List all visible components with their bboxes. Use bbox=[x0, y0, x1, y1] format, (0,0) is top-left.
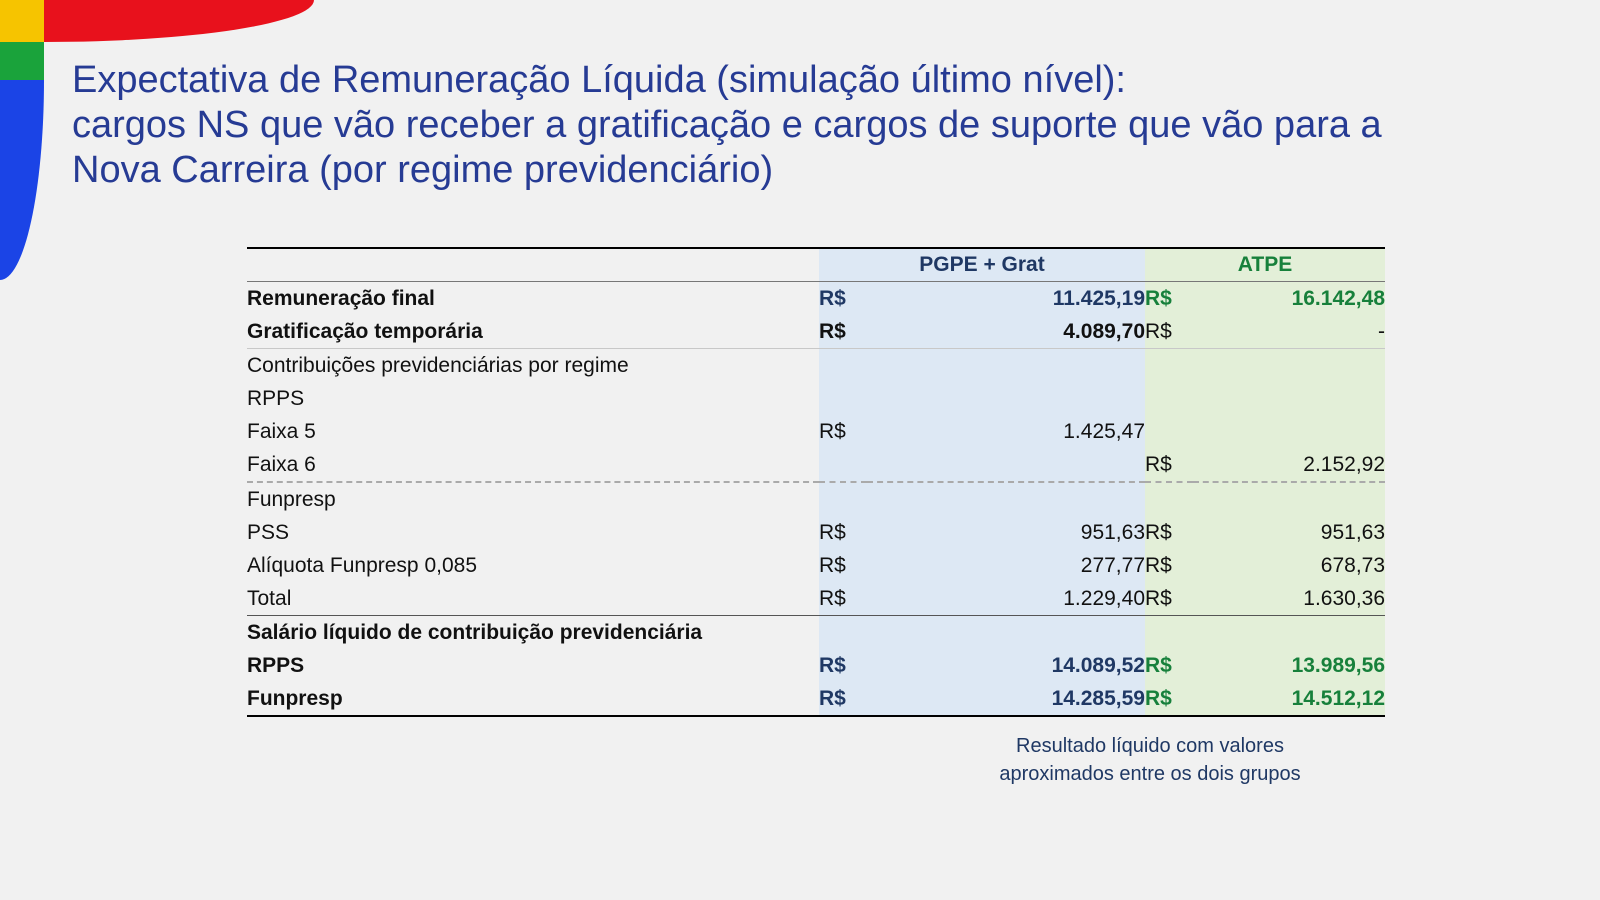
atpe-value bbox=[1193, 482, 1385, 516]
atpe-value: - bbox=[1193, 315, 1385, 349]
atpe-value: 13.989,56 bbox=[1193, 649, 1385, 682]
pgpe-value: 14.285,59 bbox=[867, 682, 1145, 716]
table-row-faixa5 bbox=[247, 415, 1385, 448]
table-row-funpresp bbox=[247, 482, 1385, 516]
table-row-aliquota bbox=[247, 549, 1385, 582]
remuneration-table bbox=[247, 247, 1385, 717]
atpe-value bbox=[1193, 415, 1385, 448]
pgpe-value bbox=[867, 448, 1145, 482]
title-line-2: cargos NS que vão receber a gratificação e cargos de suporte que vão para a bbox=[72, 104, 1382, 146]
pgpe-value: 11.425,19 bbox=[867, 282, 1145, 316]
atpe-currency: R$ bbox=[1145, 649, 1193, 682]
corner-decoration-red bbox=[44, 0, 314, 42]
row-label: Remuneração final bbox=[247, 286, 435, 310]
atpe-value: 14.512,12 bbox=[1193, 682, 1385, 716]
pgpe-value: 4.089,70 bbox=[867, 315, 1145, 349]
pgpe-currency: R$ bbox=[819, 516, 867, 549]
atpe-currency bbox=[1145, 349, 1193, 383]
row-label: Funpresp bbox=[247, 682, 819, 716]
footnote-line-1: Resultado líquido com valores bbox=[1016, 735, 1284, 757]
row-label: RPPS bbox=[247, 653, 305, 677]
atpe-currency: R$ bbox=[1145, 516, 1193, 549]
pgpe-currency: R$ bbox=[819, 682, 867, 716]
table-row-salario bbox=[247, 616, 1385, 650]
pgpe-value: 1.425,47 bbox=[867, 415, 1145, 448]
row-label: Contribuições previdenciárias por regime bbox=[247, 353, 629, 377]
corner-decoration-green bbox=[0, 42, 44, 80]
pgpe-currency bbox=[819, 382, 867, 415]
pgpe-value bbox=[867, 382, 1145, 415]
atpe-currency: R$ bbox=[1145, 582, 1193, 616]
pgpe-currency: R$ bbox=[819, 315, 867, 349]
footnote bbox=[960, 732, 1340, 788]
pgpe-value: 277,77 bbox=[867, 549, 1145, 582]
pgpe-value bbox=[867, 482, 1145, 516]
atpe-currency: R$ bbox=[1145, 448, 1193, 482]
table-row-contribuicoes bbox=[247, 349, 1385, 383]
row-label: Salário líquido de contribuição previdenciária bbox=[247, 620, 703, 644]
row-label: Gratificação temporária bbox=[247, 315, 819, 349]
table-row-faixa6 bbox=[247, 448, 1385, 482]
pgpe-value: 14.089,52 bbox=[867, 649, 1145, 682]
header-label-cell bbox=[247, 248, 819, 282]
atpe-currency bbox=[1145, 415, 1193, 448]
pgpe-currency bbox=[819, 616, 867, 650]
pgpe-value bbox=[867, 349, 1145, 383]
pgpe-currency: R$ bbox=[819, 649, 867, 682]
pgpe-value: 1.229,40 bbox=[867, 582, 1145, 616]
pgpe-currency bbox=[819, 349, 867, 383]
pgpe-currency bbox=[819, 448, 867, 482]
row-label: Alíquota Funpresp 0,085 bbox=[247, 553, 477, 577]
row-label: RPPS bbox=[247, 386, 305, 410]
atpe-currency: R$ bbox=[1145, 549, 1193, 582]
atpe-currency bbox=[1145, 616, 1193, 650]
table-row-rpps bbox=[247, 382, 1385, 415]
atpe-value: 951,63 bbox=[1193, 516, 1385, 549]
header-atpe: ATPE bbox=[1145, 248, 1385, 282]
title-line-1: Expectativa de Remuneração Líquida (simulação último nível): bbox=[72, 59, 1126, 101]
pgpe-value bbox=[867, 616, 1145, 650]
table-row-remuneracao bbox=[247, 282, 1385, 316]
atpe-currency bbox=[1145, 382, 1193, 415]
slide-title bbox=[72, 58, 1572, 193]
atpe-value bbox=[1193, 616, 1385, 650]
pgpe-currency: R$ bbox=[819, 582, 867, 616]
atpe-value bbox=[1193, 382, 1385, 415]
table-row-salario-rpps bbox=[247, 649, 1385, 682]
table-row-pss bbox=[247, 516, 1385, 549]
row-label: Faixa 5 bbox=[247, 419, 316, 443]
atpe-value bbox=[1193, 349, 1385, 383]
atpe-value: 678,73 bbox=[1193, 549, 1385, 582]
row-label: Total bbox=[247, 582, 819, 616]
corner-decoration-yellow bbox=[0, 0, 44, 42]
pgpe-currency bbox=[819, 482, 867, 516]
row-label: PSS bbox=[247, 520, 290, 544]
title-line-3: Nova Carreira (por regime previdenciário) bbox=[72, 149, 774, 191]
pgpe-currency: R$ bbox=[819, 282, 867, 316]
atpe-currency bbox=[1145, 482, 1193, 516]
pgpe-currency: R$ bbox=[819, 549, 867, 582]
atpe-value: 2.152,92 bbox=[1193, 448, 1385, 482]
corner-decoration-blue bbox=[0, 80, 44, 280]
atpe-currency: R$ bbox=[1145, 682, 1193, 716]
atpe-value: 16.142,48 bbox=[1193, 282, 1385, 316]
footnote-line-2: aproximados entre os dois grupos bbox=[999, 763, 1301, 785]
table-row-gratificacao bbox=[247, 315, 1385, 349]
row-label: Funpresp bbox=[247, 487, 336, 511]
table-row-total bbox=[247, 582, 1385, 616]
atpe-value: 1.630,36 bbox=[1193, 582, 1385, 616]
row-label: Faixa 6 bbox=[247, 448, 819, 482]
table-header-row bbox=[247, 248, 1385, 282]
atpe-currency: R$ bbox=[1145, 282, 1193, 316]
atpe-currency: R$ bbox=[1145, 315, 1193, 349]
header-pgpe: PGPE + Grat bbox=[819, 248, 1145, 282]
pgpe-currency: R$ bbox=[819, 415, 867, 448]
pgpe-value: 951,63 bbox=[867, 516, 1145, 549]
table-row-salario-funpresp bbox=[247, 682, 1385, 716]
